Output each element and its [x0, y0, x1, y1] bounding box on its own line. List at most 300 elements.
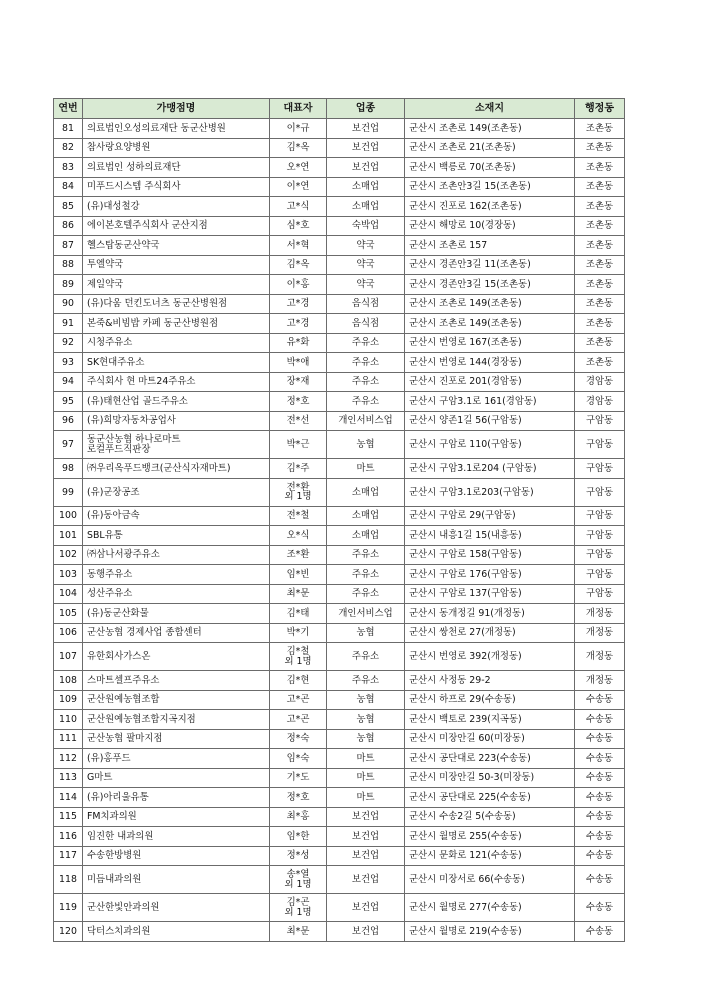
cell-dong: 수송동	[575, 749, 625, 769]
cell-no: 81	[54, 119, 83, 139]
table-row	[54, 807, 625, 827]
cell-address: 군산시 구암로 29(구암동)	[405, 506, 575, 526]
cell-address: 군산시 조촌로 157	[405, 236, 575, 256]
cell-dong: 조촌동	[575, 138, 625, 158]
cell-no: 99	[54, 478, 83, 506]
cell-no: 82	[54, 138, 83, 158]
cell-address: 군산시 공단대로 223(수송동)	[405, 749, 575, 769]
cell-address: 군산시 조촌안3길 15(조촌동)	[405, 177, 575, 197]
cell-no: 116	[54, 827, 83, 847]
cell-no: 85	[54, 197, 83, 217]
cell-dong: 수송동	[575, 768, 625, 788]
cell-dong: 수송동	[575, 729, 625, 749]
cell-rep-line1: 송*열	[286, 869, 310, 880]
cell-name-line1: 동군산농협 하나로마트	[87, 434, 181, 445]
cell-type: 보건업	[327, 894, 405, 922]
table-row	[54, 671, 625, 691]
cell-rep: 박*기	[270, 623, 327, 643]
cell-dong: 조촌동	[575, 275, 625, 295]
cell-no: 102	[54, 545, 83, 565]
cell-no: 90	[54, 294, 83, 314]
cell-name: FM치과의원	[83, 807, 270, 827]
cell-name: (유)군장공조	[83, 478, 270, 506]
cell-no: 106	[54, 623, 83, 643]
cell-name: (유)대성철강	[83, 197, 270, 217]
cell-type: 마트	[327, 749, 405, 769]
cell-rep: 박*근	[270, 431, 327, 459]
cell-dong: 조촌동	[575, 255, 625, 275]
cell-no: 86	[54, 216, 83, 236]
cell-address: 군산시 구암로 110(구암동)	[405, 431, 575, 459]
cell-address: 군산시 번영로 392(개정동)	[405, 643, 575, 671]
cell-rep: 이*홍	[270, 275, 327, 295]
table-row	[54, 138, 625, 158]
table-row	[54, 866, 625, 894]
cell-type: 약국	[327, 275, 405, 295]
cell-rep: 김*태	[270, 604, 327, 624]
cell-rep: 장*재	[270, 372, 327, 392]
cell-name: 투엘약국	[83, 255, 270, 275]
cell-rep: 심*호	[270, 216, 327, 236]
cell-type: 주유소	[327, 545, 405, 565]
cell-rep: 고*경	[270, 314, 327, 334]
cell-rep: 고*경	[270, 294, 327, 314]
cell-dong: 구암동	[575, 459, 625, 479]
cell-address: 군산시 하프로 29(수송동)	[405, 690, 575, 710]
cell-no: 117	[54, 846, 83, 866]
cell-type: 소매업	[327, 506, 405, 526]
cell-address: 군산시 월명로 255(수송동)	[405, 827, 575, 847]
cell-dong: 조촌동	[575, 158, 625, 178]
cell-no: 118	[54, 866, 83, 894]
cell-dong: 구암동	[575, 526, 625, 546]
cell-rep-line2: 외 1명	[284, 878, 312, 890]
cell-address: 군산시 구암로 158(구암동)	[405, 545, 575, 565]
cell-address: 군산시 구암3.1로204 (구암동)	[405, 459, 575, 479]
cell-rep-line2: 외 1명	[284, 655, 312, 667]
cell-address: 군산시 수송2길 5(수송동)	[405, 807, 575, 827]
cell-name: (유)동군산화물	[83, 604, 270, 624]
cell-dong: 수송동	[575, 827, 625, 847]
cell-name: 수송한방병원	[83, 846, 270, 866]
table-row	[54, 526, 625, 546]
cell-dong: 개정동	[575, 604, 625, 624]
cell-no: 94	[54, 372, 83, 392]
table-row	[54, 749, 625, 769]
cell-rep: 전*선	[270, 411, 327, 431]
table-row	[54, 431, 625, 459]
cell-no: 96	[54, 411, 83, 431]
cell-no: 108	[54, 671, 83, 691]
cell-address: 군산시 내흥1길 15(내흥동)	[405, 526, 575, 546]
cell-address: 군산시 진포로 162(조촌동)	[405, 197, 575, 217]
cell-dong: 구암동	[575, 431, 625, 459]
table-row	[54, 604, 625, 624]
cell-type: 약국	[327, 255, 405, 275]
cell-dong: 개정동	[575, 671, 625, 691]
cell-rep: 박*애	[270, 353, 327, 373]
table-row	[54, 846, 625, 866]
cell-dong: 수송동	[575, 866, 625, 894]
cell-rep-line2: 외 1명	[284, 906, 312, 918]
cell-name: 군산농협 팔마지점	[83, 729, 270, 749]
cell-address: 군산시 조촌로 149(조촌동)	[405, 314, 575, 334]
cell-address: 군산시 미장안길 50-3(미장동)	[405, 768, 575, 788]
table-row	[54, 623, 625, 643]
table-row	[54, 827, 625, 847]
cell-type: 개인서비스업	[327, 411, 405, 431]
cell-dong: 개정동	[575, 623, 625, 643]
cell-rep: 정*숙	[270, 729, 327, 749]
cell-no: 93	[54, 353, 83, 373]
header-dong: 행정동	[575, 99, 625, 119]
cell-name: 미듬내과의원	[83, 866, 270, 894]
table-row	[54, 788, 625, 808]
cell-address: 군산시 번영로 144(경장동)	[405, 353, 575, 373]
cell-dong: 구암동	[575, 565, 625, 585]
cell-dong: 조촌동	[575, 314, 625, 334]
cell-dong: 구암동	[575, 411, 625, 431]
cell-type: 농협	[327, 623, 405, 643]
cell-no: 114	[54, 788, 83, 808]
cell-address: 군산시 구암3.1로 161(경암동)	[405, 392, 575, 412]
cell-rep: 오*연	[270, 158, 327, 178]
cell-name: 미푸드시스템 주식회사	[83, 177, 270, 197]
cell-dong: 수송동	[575, 894, 625, 922]
cell-address: 군산시 공단대로 225(수송동)	[405, 788, 575, 808]
table-row	[54, 584, 625, 604]
cell-name: 의료법인오성의료재단 동군산병원	[83, 119, 270, 139]
cell-no: 115	[54, 807, 83, 827]
cell-type: 음식점	[327, 314, 405, 334]
cell-no: 92	[54, 333, 83, 353]
cell-dong: 조촌동	[575, 333, 625, 353]
header-address: 소재지	[405, 99, 575, 119]
cell-rep: 임*숙	[270, 749, 327, 769]
cell-address: 군산시 경존안3길 15(조촌동)	[405, 275, 575, 295]
cell-rep: 유*화	[270, 333, 327, 353]
cell-type: 보건업	[327, 807, 405, 827]
cell-name: 에이본호텔주식회사 군산지점	[83, 216, 270, 236]
table-row	[54, 236, 625, 256]
cell-rep	[270, 478, 327, 506]
cell-dong: 조촌동	[575, 294, 625, 314]
cell-no: 87	[54, 236, 83, 256]
cell-name	[83, 431, 270, 459]
table-row	[54, 690, 625, 710]
cell-no: 107	[54, 643, 83, 671]
cell-no: 101	[54, 526, 83, 546]
cell-rep	[270, 643, 327, 671]
cell-dong: 수송동	[575, 690, 625, 710]
header-type: 업종	[327, 99, 405, 119]
cell-address: 군산시 사정동 29-2	[405, 671, 575, 691]
cell-address: 군산시 동개정길 91(개정동)	[405, 604, 575, 624]
cell-type: 주유소	[327, 392, 405, 412]
cell-type: 농협	[327, 690, 405, 710]
header-rep: 대표자	[270, 99, 327, 119]
cell-dong: 수송동	[575, 788, 625, 808]
cell-rep-line2: 외 1명	[284, 491, 312, 502]
cell-dong: 구암동	[575, 545, 625, 565]
cell-name: ㈜삼나서광주유소	[83, 545, 270, 565]
cell-address: 군산시 문화로 121(수송동)	[405, 846, 575, 866]
cell-name: 군산원예농협조합지곡지점	[83, 710, 270, 730]
cell-no: 112	[54, 749, 83, 769]
table-row	[54, 768, 625, 788]
cell-type: 농협	[327, 710, 405, 730]
cell-no: 84	[54, 177, 83, 197]
cell-name: 닥터스치과의원	[83, 922, 270, 942]
cell-type: 보건업	[327, 922, 405, 942]
cell-dong: 조촌동	[575, 177, 625, 197]
cell-rep: 조*환	[270, 545, 327, 565]
cell-rep: 고*식	[270, 197, 327, 217]
cell-address: 군산시 구암로 137(구암동)	[405, 584, 575, 604]
cell-name: 스마트셀프주유소	[83, 671, 270, 691]
table-row	[54, 255, 625, 275]
cell-no: 95	[54, 392, 83, 412]
cell-address: 군산시 월명로 277(수송동)	[405, 894, 575, 922]
cell-type: 소매업	[327, 526, 405, 546]
cell-type: 보건업	[327, 119, 405, 139]
cell-no: 110	[54, 710, 83, 730]
cell-name: 본죽&비빔밥 카페 동군산병원점	[83, 314, 270, 334]
cell-address: 군산시 쌍천로 27(개정동)	[405, 623, 575, 643]
cell-address: 군산시 구암로 176(구암동)	[405, 565, 575, 585]
cell-dong: 구암동	[575, 506, 625, 526]
cell-rep: 김*옥	[270, 255, 327, 275]
cell-type: 보건업	[327, 866, 405, 894]
merchant-table	[53, 98, 625, 942]
cell-dong: 조촌동	[575, 197, 625, 217]
cell-type: 농협	[327, 729, 405, 749]
cell-rep: 김*주	[270, 459, 327, 479]
table-row	[54, 333, 625, 353]
cell-address: 군산시 해망로 10(경장동)	[405, 216, 575, 236]
cell-no: 88	[54, 255, 83, 275]
header-name: 가맹점명	[83, 99, 270, 119]
cell-rep	[270, 866, 327, 894]
table-header	[54, 99, 625, 119]
table-row	[54, 729, 625, 749]
cell-dong: 수송동	[575, 922, 625, 942]
cell-name: 군산농협 경제사업 종합센터	[83, 623, 270, 643]
cell-type: 음식점	[327, 294, 405, 314]
cell-type: 소매업	[327, 197, 405, 217]
cell-address: 군산시 경존안3길 11(조촌동)	[405, 255, 575, 275]
cell-type: 보건업	[327, 846, 405, 866]
table-row	[54, 565, 625, 585]
cell-name: 의료법인 성하의료재단	[83, 158, 270, 178]
cell-type: 주유소	[327, 372, 405, 392]
cell-name: SK현대주유소	[83, 353, 270, 373]
cell-type: 농협	[327, 431, 405, 459]
cell-no: 120	[54, 922, 83, 942]
cell-rep: 최*문	[270, 922, 327, 942]
cell-type: 주유소	[327, 333, 405, 353]
cell-address: 군산시 조촌로 149(조촌동)	[405, 294, 575, 314]
cell-dong: 경암동	[575, 372, 625, 392]
cell-rep: 고*곤	[270, 710, 327, 730]
cell-address: 군산시 미장안길 60(미장동)	[405, 729, 575, 749]
cell-name: 제일약국	[83, 275, 270, 295]
cell-rep: 이*연	[270, 177, 327, 197]
cell-name: 동행주유소	[83, 565, 270, 585]
cell-name: 유한회사가스온	[83, 643, 270, 671]
cell-rep: 최*홍	[270, 807, 327, 827]
cell-type: 주유소	[327, 353, 405, 373]
cell-type: 주유소	[327, 565, 405, 585]
cell-type: 보건업	[327, 138, 405, 158]
table-row	[54, 372, 625, 392]
cell-type: 마트	[327, 459, 405, 479]
cell-name: (유)다움 던킨도너츠 동군산병원점	[83, 294, 270, 314]
cell-no: 103	[54, 565, 83, 585]
cell-address: 군산시 번영로 167(조촌동)	[405, 333, 575, 353]
cell-address: 군산시 구암3.1로203(구암동)	[405, 478, 575, 506]
cell-type: 개인서비스업	[327, 604, 405, 624]
table-row	[54, 119, 625, 139]
cell-no: 104	[54, 584, 83, 604]
cell-name: (유)동아금속	[83, 506, 270, 526]
cell-dong: 조촌동	[575, 236, 625, 256]
header-no: 연번	[54, 99, 83, 119]
cell-name: 참사랑요양병원	[83, 138, 270, 158]
cell-name: ㈜우리옥푸드뱅크(군산식자재마트)	[83, 459, 270, 479]
cell-no: 83	[54, 158, 83, 178]
cell-rep: 최*문	[270, 584, 327, 604]
cell-rep-line1: 김*곤	[286, 897, 310, 908]
cell-rep: 서*혁	[270, 236, 327, 256]
cell-rep: 고*곤	[270, 690, 327, 710]
cell-type: 보건업	[327, 827, 405, 847]
cell-dong: 구암동	[575, 478, 625, 506]
cell-name: 임진한 내과의원	[83, 827, 270, 847]
cell-rep: 이*규	[270, 119, 327, 139]
cell-type: 소매업	[327, 478, 405, 506]
cell-no: 111	[54, 729, 83, 749]
cell-name: 헬스탑동군산약국	[83, 236, 270, 256]
cell-rep: 김*현	[270, 671, 327, 691]
table-row	[54, 922, 625, 942]
table-row	[54, 177, 625, 197]
cell-name: G마트	[83, 768, 270, 788]
cell-type: 소매업	[327, 177, 405, 197]
cell-address: 군산시 백토로 239(지곡동)	[405, 710, 575, 730]
cell-rep: 임*빈	[270, 565, 327, 585]
cell-type: 마트	[327, 768, 405, 788]
cell-rep: 정*호	[270, 788, 327, 808]
cell-type: 보건업	[327, 158, 405, 178]
table-row	[54, 294, 625, 314]
table-row	[54, 216, 625, 236]
cell-name: SBL유통	[83, 526, 270, 546]
table-row	[54, 478, 625, 506]
cell-dong: 경암동	[575, 392, 625, 412]
table-row	[54, 197, 625, 217]
cell-no: 91	[54, 314, 83, 334]
cell-dong: 수송동	[575, 807, 625, 827]
table-row	[54, 158, 625, 178]
cell-no: 97	[54, 431, 83, 459]
cell-type: 숙박업	[327, 216, 405, 236]
cell-no: 109	[54, 690, 83, 710]
cell-type: 주유소	[327, 643, 405, 671]
table-row	[54, 392, 625, 412]
cell-name: 시청주유소	[83, 333, 270, 353]
table-row	[54, 275, 625, 295]
cell-address: 군산시 조촌로 21(조촌동)	[405, 138, 575, 158]
cell-no: 105	[54, 604, 83, 624]
cell-name: (유)홍푸드	[83, 749, 270, 769]
cell-no: 89	[54, 275, 83, 295]
cell-dong: 조촌동	[575, 119, 625, 139]
cell-no: 100	[54, 506, 83, 526]
cell-name: 성산주유소	[83, 584, 270, 604]
cell-rep: 임*한	[270, 827, 327, 847]
table-row	[54, 459, 625, 479]
cell-rep: 전*철	[270, 506, 327, 526]
table-row	[54, 710, 625, 730]
cell-dong: 구암동	[575, 584, 625, 604]
cell-type: 주유소	[327, 584, 405, 604]
cell-name: (유)아리울유통	[83, 788, 270, 808]
cell-no: 98	[54, 459, 83, 479]
table-body	[54, 119, 625, 942]
cell-address: 군산시 월명로 219(수송동)	[405, 922, 575, 942]
cell-dong: 조촌동	[575, 353, 625, 373]
cell-address: 군산시 진포로 201(경암동)	[405, 372, 575, 392]
cell-rep: 김*옥	[270, 138, 327, 158]
merchant-list-document	[53, 98, 624, 942]
cell-address: 군산시 조촌로 149(조촌동)	[405, 119, 575, 139]
cell-dong: 개정동	[575, 643, 625, 671]
cell-name-line2: 로컬푸드직판장	[87, 443, 151, 455]
cell-type: 주유소	[327, 671, 405, 691]
cell-name: 군산한빛안과의원	[83, 894, 270, 922]
table-row	[54, 506, 625, 526]
cell-rep: 정*호	[270, 392, 327, 412]
table-row	[54, 314, 625, 334]
cell-name: 주식회사 현 마트24주유소	[83, 372, 270, 392]
cell-type: 약국	[327, 236, 405, 256]
table-row	[54, 545, 625, 565]
cell-dong: 수송동	[575, 710, 625, 730]
table-row	[54, 411, 625, 431]
cell-no: 113	[54, 768, 83, 788]
cell-dong: 수송동	[575, 846, 625, 866]
cell-name: (유)희망자동차공업사	[83, 411, 270, 431]
cell-name: 군산원예농협조합	[83, 690, 270, 710]
table-row	[54, 353, 625, 373]
cell-rep: 기*도	[270, 768, 327, 788]
cell-rep-line1: 김*철	[286, 646, 310, 657]
cell-no: 119	[54, 894, 83, 922]
cell-type: 마트	[327, 788, 405, 808]
header-row	[54, 99, 625, 119]
cell-rep-line1: 전*환	[286, 481, 310, 493]
table-row	[54, 643, 625, 671]
cell-address: 군산시 양존1길 56(구암동)	[405, 411, 575, 431]
cell-dong: 조촌동	[575, 216, 625, 236]
cell-name: (유)태현산업 골드주유소	[83, 392, 270, 412]
cell-rep: 오*식	[270, 526, 327, 546]
table-row	[54, 894, 625, 922]
cell-rep: 정*성	[270, 846, 327, 866]
cell-rep	[270, 894, 327, 922]
cell-address: 군산시 백릉로 70(조촌동)	[405, 158, 575, 178]
